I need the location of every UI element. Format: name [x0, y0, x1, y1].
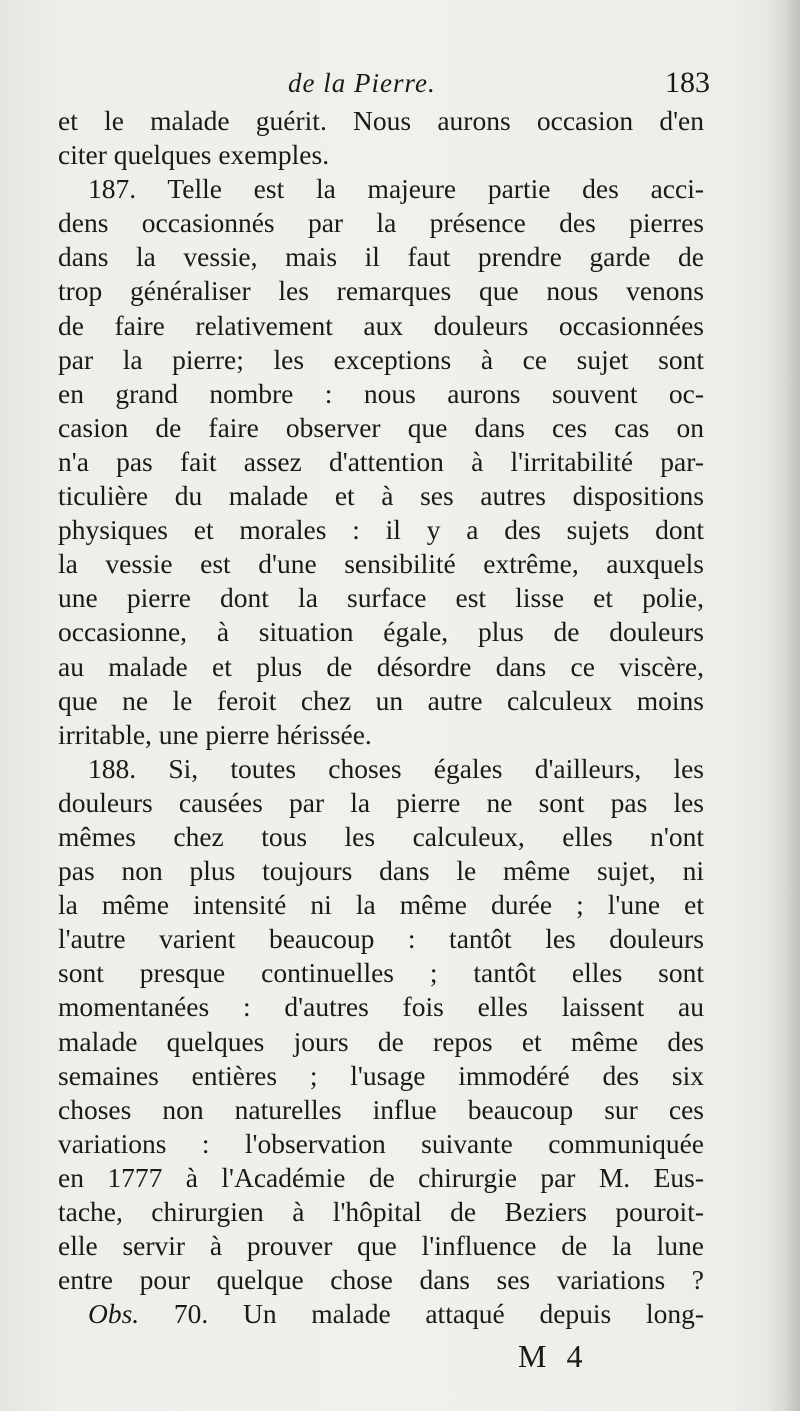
text-line: et le malade guérit. Nous aurons occasion d'en	[58, 105, 704, 136]
text-line: dans la vessie, mais il faut prendre garde de	[58, 241, 704, 273]
text-line: sont presque continuelles ; tantôt elles sont	[58, 957, 704, 989]
text-line: que ne le feroit chez un autre calculeux moins	[58, 684, 704, 716]
text-line: l'autre varient beaucoup : tantôt les douleurs	[58, 923, 704, 955]
text-line: casion de faire observer que dans ces cas on	[58, 411, 704, 443]
text-line: choses non naturelles influe beaucoup sur ces	[58, 1093, 704, 1125]
text-line: citer quelques exemples.	[58, 139, 330, 171]
text-line: tache, chirurgien à l'hôpital de Beziers pouroit-	[58, 1196, 704, 1227]
text-line: 188. Si, toutes choses égales d'ailleurs, les	[88, 752, 704, 784]
text-line: douleurs causées par la pierre ne sont pas les	[58, 786, 704, 818]
signature-mark: M 4	[518, 1338, 589, 1374]
text-line: par la pierre; les exceptions à ce sujet sont	[58, 343, 704, 375]
observation-label: Obs.	[88, 1298, 140, 1330]
text-line: la vessie est d'une sensibilité extrême, auxquels	[58, 548, 704, 580]
text-line: 187. Telle est la majeure partie des acci-	[88, 173, 704, 205]
text-line: pas non plus toujours dans le même sujet, ni	[58, 855, 704, 887]
text-line: de faire relativement aux douleurs occasionnées	[58, 309, 704, 341]
running-head	[60, 66, 710, 106]
text-line: n'a pas fait assez d'attention à l'irritabilité par-	[58, 445, 704, 477]
text-line: en 1777 à l'Académie de chirurgie par M. Eus-	[58, 1161, 704, 1193]
text-line: au malade et plus de désordre dans ce viscère,	[58, 650, 704, 682]
text-line: la même intensité ni la même durée ; l'une et	[58, 889, 704, 921]
page-number: 183	[665, 66, 710, 99]
running-title: de la Pierre.	[288, 68, 436, 98]
text-line: momentanées : d'autres fois elles laissent au	[58, 991, 704, 1023]
text-line: en grand nombre : nous aurons souvent oc-	[58, 377, 704, 409]
text-line: une pierre dont la surface est lisse et polie,	[58, 582, 704, 614]
text-line: malade quelques jours de repos et même des	[58, 1025, 704, 1057]
observation-line	[58, 1297, 704, 1331]
text-line: mêmes chez tous les calculeux, elles n'ont	[58, 820, 704, 852]
text-line: trop généraliser les remarques que nous venons	[58, 275, 704, 307]
text-line: ticulière du malade et à ses autres dispositions	[58, 480, 704, 512]
text-line: variations : l'observation suivante communiquée	[58, 1127, 704, 1159]
body-text	[58, 104, 704, 1331]
text-line: physiques et morales : il y a des sujets dont	[58, 514, 704, 546]
text-line: occasionne, à situation égale, plus de douleurs	[58, 616, 704, 648]
text-line: entre pour quelque chose dans ses variations ?	[58, 1264, 704, 1296]
text-line: irritable, une pierre hérissée.	[58, 718, 372, 750]
observation-text: 70. Un malade attaqué depuis long-	[139, 1298, 704, 1330]
text-line: elle servir à prouver que l'influence de la lune	[58, 1230, 704, 1262]
text-line: dens occasionnés par la présence des pierres	[58, 207, 704, 239]
page-gutter-shadow	[766, 0, 800, 1411]
text-line: semaines entières ; l'usage immodéré des six	[58, 1059, 704, 1091]
